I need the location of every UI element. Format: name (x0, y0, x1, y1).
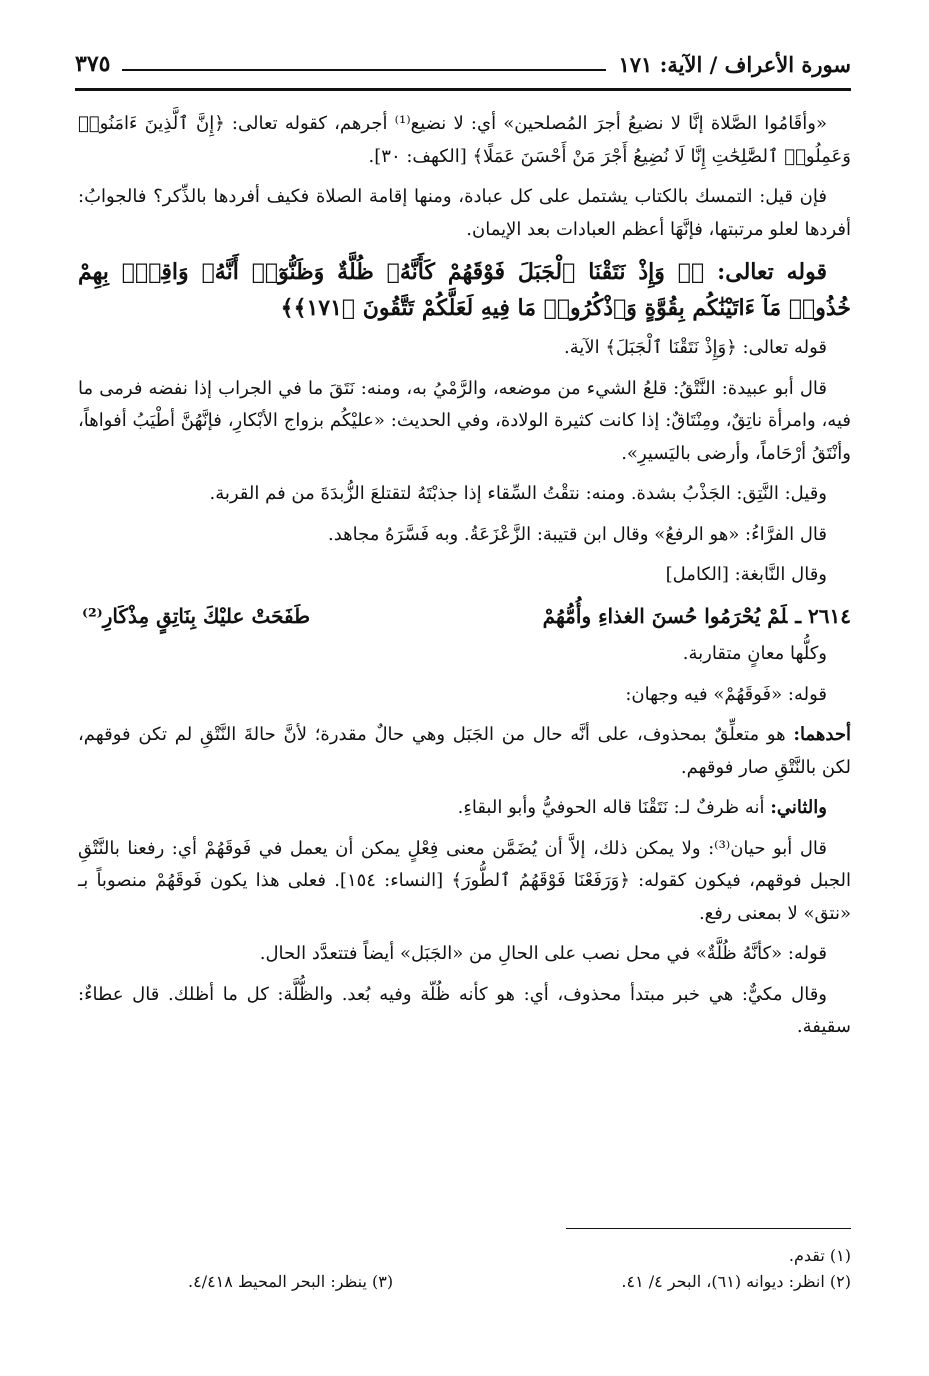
header-leader-line (122, 69, 606, 71)
page-number: ٣٧٥ (75, 51, 111, 77)
header-rule (75, 88, 851, 91)
quran-verse-heading: قوله تعالى: ﴿۞ وَإِذْ نَتَقْنَا ٱلْجَبَلَ فَوْقَهُمْ كَأَنَّهُۥ ظُلَّةٌ وَظَنُّوٓا۟ أَنَّهُۥ وَاقِعٌۢ بِهِمْ خُذُوا۟ مَآ ءَاتَيْنَٰكُم بِقُوَّةٍ وَٱذْكُرُوا۟ مَا فِيهِ لَعَلَّكُمْ تَتَّقُونَ ﴿١٧١﴾﴾ (78, 259, 851, 321)
verse-second-hemistich: طَفَحَتْ عليْكَ بِنَاتِقٍ مِذْكَارِ⁽²⁾ (82, 603, 311, 628)
first-aspect-text: هو متعلِّقٌ بمحذوف، على أنَّه حال من الجَبَل وهي حالٌ مقدرة؛ لأنَّ حالةَ النَّتْقِ لم تكن فوقهم، لكن بالنَّتْقِ صار فوقهم. (78, 724, 851, 778)
header-title: سورة الأعراف / الآية: ١٧١ (618, 51, 851, 77)
footnotes (78, 1228, 851, 1295)
paragraph-11 (78, 719, 851, 784)
paragraph-6: وقيل: النَّتِق: الجَذْبُ بشدة. ومنه: نتقْتُ السِّقاء إذا جذبْتَهُ لتقتلعَ الزُّبدَةَ من فم القربة. (209, 483, 827, 504)
footnote-row (78, 1269, 851, 1295)
paragraph-15: وقال مكيٌّ: هي خبر مبتدأ محذوف، أي: هو كأنه ظُلّة وفيه بُعد. والظُّلَّة: كل ما أظلك. قال عطاءٌ: سقيفة. (78, 983, 851, 1037)
second-aspect-label: والثاني: (770, 797, 827, 818)
page-body (78, 108, 851, 1052)
paragraph-9: وكلُّها معانٍ متقاربة. (682, 643, 827, 664)
paragraph-12 (78, 792, 851, 825)
paragraph-1: «وأقَامُوا الصَّلاة إنَّا لا نضيعُ أجرَ المُصلحين» أي: لا نضيع⁽¹⁾ أجرهم، كقوله تعالى: ﴿إِنَّ ٱلَّذِينَ ءَامَنُوا۟ وَعَمِلُوا۟ ٱلصَّٰلِحَٰتِ إِنَّا لَا نُضِيعُ أَجْرَ مَنْ أَحْسَنَ عَمَلًا﴾ [الكهف: ٣٠]. (78, 113, 851, 167)
paragraph-8: وقال النَّابغة: [الكامل] (665, 564, 827, 585)
verse-first-text: لَمْ يُحْرَمُوا حُسنَ الغذاءِ وأُمُّهُمْ (542, 603, 788, 628)
first-aspect-label: أحدهما: (793, 724, 851, 745)
running-header (75, 44, 851, 84)
second-aspect-text: أنه ظرفٌ لـ: نَتَقْنَا قاله الحوفيُّ وأبو البقاءِ. (457, 797, 771, 818)
paragraph-13: قال أبو حيان⁽³⁾: ولا يمكن ذلك، إلاَّ أن يُضَمَّن معنى فِعْلٍ يمكن أن يعمل في فَوقَهُمْ أي: رفعنا بالنَّتْقِ الجبل فوقهم، فيكون كقوله: ﴿وَرَفَعْنَا فَوْقَهُمُ ٱلطُّورَ﴾ [النساء: ١٥٤]. فعلى هذا يكون فَوقَهُمْ منصوباً بـ «نتق» لا بمعنى رفع. (78, 837, 851, 924)
paragraph-5: قال أبو عبيدة: النَّتْقُ: قلعُ الشيء من موضعه، والرَّمْيُ به، ومنه: نَتَقَ ما في الجراب إذا نفضه فرمى ما فيه، وامرأة ناتِقٌ، ومِنْتَاقٌ: إذا كانت كثيرة الولادة، وفي الحديث: «عليْكُم بزواج الأبْكارِ، فإنَّهُنَّ أطْيَبُ أفواهاً، وأنْتَقُ أرْحَاماً، وأرضى باليَسيرِ». (78, 377, 851, 464)
poetry-verse (78, 600, 851, 633)
paragraph-2: فإن قيل: التمسك بالكتاب يشتمل على كل عبادة، ومنها إقامة الصلاة فكيف أفردها بالذِّكر؟ فالجوابُ: أفردها لعلو مرتبتها، فإنَّهَا أعظم العبادات بعد الإيمان. (78, 186, 851, 240)
footnote-2: (٢) انظر: ديوانه (٦١)، البحر ٤/ ٤١. (621, 1272, 851, 1291)
paragraph-7: قال الفرَّاءُ: «هو الرفعُ» وقال ابن قتيبة: الزَّعْزَعَةُ. وبه فَسَّرَهُ مجاهد. (327, 523, 827, 545)
footnote-3: (٣) ينظر: البحر المحيط ٤/٤١٨. (188, 1272, 394, 1291)
paragraph-10: قوله: «فَوقَهُمْ» فيه وجهان: (625, 683, 827, 705)
footnote-1: (١) تقدم. (788, 1246, 851, 1265)
footnote-rule (566, 1228, 851, 1229)
verse-number: ٢٦١٤ ـ (795, 603, 851, 628)
verse-first-hemistich (543, 600, 851, 633)
paragraph-4: قوله تعالى: ﴿وَإِذْ نَتَقْنَا ٱلْجَبَلَ﴾ الآية. (563, 337, 827, 358)
paragraph-14: قوله: «كأنَّهُ ظُلَّةٌ» في محل نصب على الحالِ من «الجَبَل» أيضاً فتتعدَّد الحال. (259, 943, 827, 964)
